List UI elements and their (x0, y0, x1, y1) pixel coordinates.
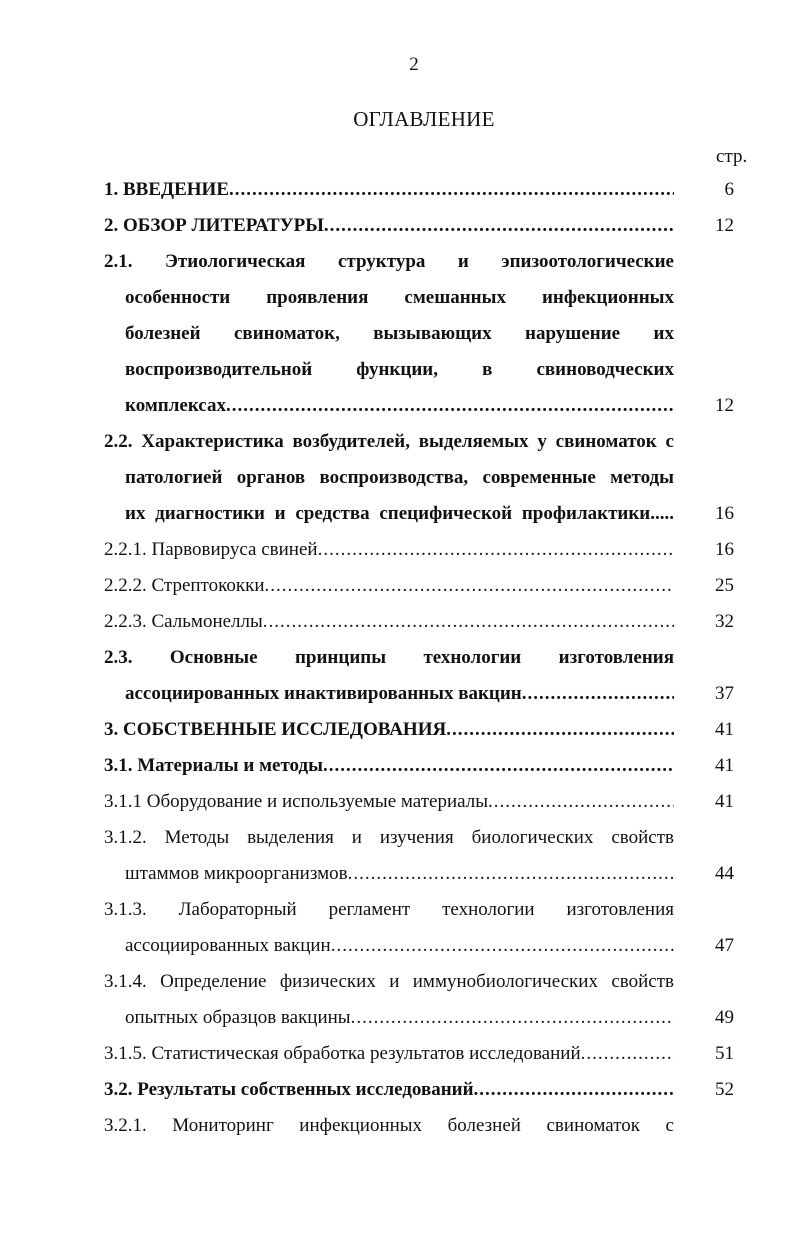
toc-entry-2-1-line-1: 2.1. Этиологическая структура и эпизоотологические (104, 251, 674, 272)
toc-entry-3-1-2-line-2 (125, 856, 674, 892)
toc-entry-3-2-1-line-1: 3.2.1. Мониторинг инфекционных болезней свиноматок с (104, 1115, 674, 1136)
toc-entry-own-research (104, 712, 674, 748)
toc-entry-text: 2. ОБЗОР ЛИТЕРАТУРЫ (104, 215, 324, 236)
toc-entry-2-3-line-2 (125, 676, 674, 712)
toc-page-number: 16 (715, 503, 734, 524)
toc-entry-text: 3.2. Результаты собственных исследований (104, 1079, 474, 1100)
toc-entry-2-2-2 (104, 568, 674, 604)
toc-entry-text: 3. СОБСТВЕННЫЕ ИССЛЕДОВАНИЯ (104, 719, 447, 740)
toc-entry-3-1-3-line-1: 3.1.3. Лабораторный регламент технологии изготовления (104, 899, 674, 920)
toc-page-number: 52 (715, 1079, 734, 1100)
toc-entry-2-2-line-3: их диагностики и средства специфической профилактики..... (125, 503, 674, 524)
toc-leader-dots (522, 676, 674, 712)
toc-page-number: 32 (715, 611, 734, 632)
toc-entry-text: 2.2.1. Парвовируса свиней (104, 539, 318, 560)
toc-page-number: 41 (715, 719, 734, 740)
toc-entry-text: ассоциированных вакцин (125, 935, 331, 956)
toc-entry-2-2-1 (104, 532, 674, 568)
toc-entry-text: 3.1. Материалы и методы (104, 755, 323, 776)
toc-entry-literature-review (104, 208, 674, 244)
toc-leader-dots (446, 712, 674, 748)
toc-entry-text: ассоциированных инактивированных вакцин (125, 683, 522, 704)
toc-leader-dots (265, 568, 674, 604)
toc-entry-2-1-line-4: воспроизводительной функции, в свиноводческих (125, 359, 674, 380)
toc-entry-text: 3.1.1 Оборудование и используемые материалы (104, 791, 488, 812)
toc-leader-dots (488, 784, 674, 820)
toc-entry-introduction (104, 172, 674, 208)
toc-entry-3-1-5 (104, 1036, 674, 1072)
toc-page-number: 6 (724, 179, 734, 200)
toc-entry-text: 2.2.3. Сальмонеллы (104, 611, 263, 632)
toc-page-number: 12 (715, 395, 734, 416)
toc-leader-dots (581, 1036, 674, 1072)
toc-entry-text: опытных образцов вакцины (125, 1007, 351, 1028)
toc-entry-3-1 (104, 748, 674, 784)
page-number: 2 (409, 54, 419, 75)
toc-leader-dots (331, 928, 674, 964)
toc-entry-2-2-line-1: 2.2. Характеристика возбудителей, выделяемых у свиноматок с (104, 431, 674, 452)
toc-entry-text: 3.1.5. Статистическая обработка результатов исследований (104, 1043, 581, 1064)
toc-entry-3-1-4-line-2 (125, 1000, 674, 1036)
toc-leader-dots (323, 748, 674, 784)
toc-entry-2-2-3 (104, 604, 674, 640)
toc-leader-dots (229, 172, 674, 208)
toc-entry-2-1-line-5 (125, 388, 674, 424)
toc-entry-3-1-4-line-1: 3.1.4. Определение физических и иммунобиологических свойств (104, 971, 674, 992)
toc-entry-text: 1. ВВЕДЕНИЕ (104, 179, 229, 200)
toc-leader-dots (324, 208, 674, 244)
toc-entry-2-1-line-3: болезней свиноматок, вызывающих нарушение их (125, 323, 674, 344)
toc-page-number: 41 (715, 755, 734, 776)
toc-entry-2-2-line-2: патологией органов воспроизводства, современные методы (125, 467, 674, 488)
toc-page-number: 37 (715, 683, 734, 704)
toc-leader-dots (318, 532, 674, 568)
toc-page-number: 51 (715, 1043, 734, 1064)
toc-leader-dots (474, 1072, 674, 1108)
toc-entry-3-1-1 (104, 784, 674, 820)
toc-page-number: 49 (715, 1007, 734, 1028)
toc-page-number: 25 (715, 575, 734, 596)
toc-page-number: 47 (715, 935, 734, 956)
toc-page-number: 12 (715, 215, 734, 236)
toc-entry-2-1-line-2: особенности проявления смешанных инфекционных (125, 287, 674, 308)
toc-page-number: 16 (715, 539, 734, 560)
page-column-header: стр. (716, 146, 748, 167)
toc-entry-text: 2.2.2. Стрептококки (104, 575, 265, 596)
toc-title: ОГЛАВЛЕНИЕ (353, 107, 495, 131)
toc-entry-text: комплексах (125, 395, 226, 416)
toc-leader-dots (351, 1000, 674, 1036)
toc-leader-dots (263, 604, 674, 640)
toc-entry-2-3-line-1: 2.3. Основные принципы технологии изготовления (104, 647, 674, 668)
toc-page-number: 44 (715, 863, 734, 884)
toc-entry-3-1-2-line-1: 3.1.2. Методы выделения и изучения биологических свойств (104, 827, 674, 848)
toc-leader-dots (226, 388, 674, 424)
toc-leader-dots (348, 856, 674, 892)
toc-page-number: 41 (715, 791, 734, 812)
toc-entry-3-1-3-line-2 (125, 928, 674, 964)
toc-entry-text: штаммов микроорганизмов (125, 863, 348, 884)
toc-entry-3-2 (104, 1072, 674, 1108)
